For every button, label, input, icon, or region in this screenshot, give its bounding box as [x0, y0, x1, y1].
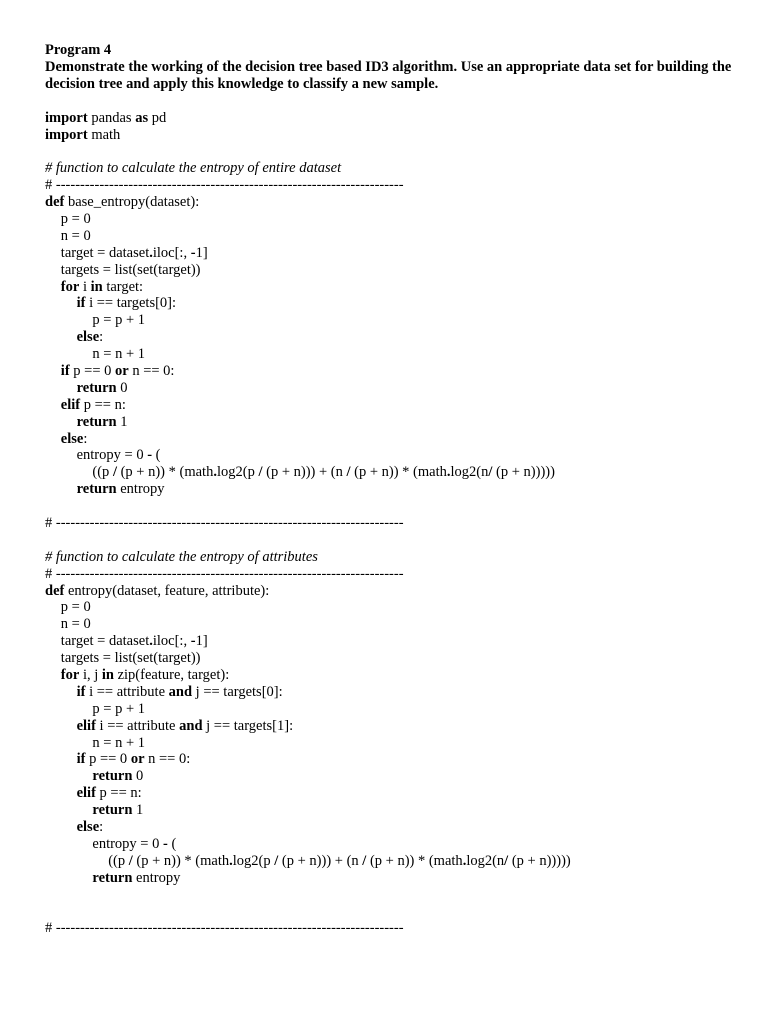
program-title: Program 4	[45, 42, 112, 58]
code-token: n = n + 1	[92, 734, 145, 751]
code-token: return	[76, 413, 117, 430]
code-token: or	[130, 751, 145, 768]
code-token: entropy	[132, 869, 181, 886]
code-token: n == 0:	[128, 362, 175, 379]
code-token: return	[76, 481, 117, 498]
code-line	[45, 431, 745, 448]
code-token: n = 0	[60, 227, 91, 244]
code-line	[45, 279, 745, 296]
code-token: -	[147, 447, 153, 464]
program-description: Demonstrate the working of the decision tree based ID3 algorithm. Use an appropriate data set for building the decision tree and apply this knowledge to classify a new sample.	[45, 58, 732, 92]
code-token: :	[99, 819, 104, 836]
code-token: iloc[:,	[152, 244, 191, 261]
code-token: p = 0	[60, 210, 91, 227]
code-line	[45, 447, 745, 464]
code-token: 1]	[195, 633, 208, 650]
code-token: (p + n)) * (math	[366, 852, 463, 869]
code-line	[45, 515, 745, 532]
code-token: return	[92, 869, 133, 886]
code-token: in	[90, 278, 103, 295]
code-token: n = 0	[60, 616, 91, 633]
code-token: i == targets[0]:	[85, 295, 177, 312]
code-token: (p + n)) * (math	[116, 464, 214, 481]
code-token: if	[76, 295, 86, 312]
code-token: log2(p	[232, 852, 275, 869]
code-token: and	[168, 683, 193, 700]
code-token: # ------------------------------------------------------------------------	[45, 514, 404, 531]
code-token: if	[76, 751, 86, 768]
code-line	[45, 481, 745, 498]
code-token: target = dataset	[60, 633, 150, 650]
code-token: /	[112, 464, 117, 481]
code-line	[45, 194, 745, 211]
code-token: pd	[148, 109, 167, 126]
code-token: /	[362, 852, 367, 869]
code-line	[45, 735, 745, 752]
blank-line	[45, 532, 745, 549]
code-line	[45, 785, 745, 802]
code-token: :	[83, 430, 88, 447]
code-token: 1	[132, 802, 144, 819]
code-token: (p + n)) * (math	[350, 464, 447, 481]
code-token: /	[346, 464, 351, 481]
code-token: 1	[116, 413, 128, 430]
code-token: 1]	[195, 244, 208, 261]
blank-line	[45, 903, 745, 920]
code-token: math	[87, 126, 121, 143]
code-token: :	[99, 329, 104, 346]
code-token: else	[60, 430, 84, 447]
code-token: entropy = 0	[76, 447, 148, 464]
code-token: p == 0	[69, 362, 116, 379]
code-token: # function to calculate the entropy of attributes	[45, 548, 318, 565]
code-token: and	[179, 717, 203, 734]
code-token: targets = list(set(target))	[60, 261, 201, 278]
code-line	[45, 549, 745, 566]
code-token: i	[79, 278, 91, 295]
code-line	[45, 312, 745, 329]
code-line	[45, 329, 745, 346]
code-token: i == attribute	[85, 683, 169, 700]
code-token: def	[45, 194, 65, 211]
code-token: for	[60, 278, 80, 295]
code-token: iloc[:,	[152, 633, 191, 650]
code-block	[45, 110, 745, 938]
code-token: (	[167, 835, 177, 852]
code-token: p = 0	[60, 599, 91, 616]
code-token: import	[45, 109, 88, 126]
code-line	[45, 464, 745, 481]
code-token: # function to calculate the entropy of entire dataset	[45, 160, 342, 177]
code-token: .	[213, 464, 217, 481]
code-token: /	[258, 464, 263, 481]
code-token: (p + n)))))	[492, 464, 555, 481]
code-line	[45, 228, 745, 245]
code-token: for	[60, 667, 80, 683]
code-line	[45, 633, 745, 650]
code-token: if	[60, 362, 70, 379]
code-line	[45, 718, 745, 735]
code-token: import	[45, 126, 88, 143]
code-token: # ------------------------------------------------------------------------	[45, 565, 404, 582]
code-line	[45, 701, 745, 718]
code-token: p == n:	[95, 785, 142, 802]
code-token: 0	[132, 768, 144, 785]
code-token: .	[149, 244, 153, 261]
code-token: -	[163, 835, 168, 852]
code-token: /	[128, 852, 133, 869]
code-line	[45, 836, 745, 853]
code-token: i == attribute	[95, 717, 180, 734]
code-token: (	[152, 447, 161, 464]
code-token: pandas	[87, 109, 136, 126]
blank-line	[45, 887, 745, 904]
code-token: -	[190, 244, 196, 261]
code-token: zip(feature, target):	[113, 667, 230, 683]
code-token: n == 0:	[144, 751, 191, 768]
code-token: ((p	[108, 852, 129, 869]
code-line	[45, 414, 745, 431]
code-token: i, j	[79, 667, 102, 683]
code-line	[45, 684, 745, 701]
code-token: entropy(dataset, feature, attribute):	[64, 582, 270, 599]
code-token: (p + n)))))	[508, 852, 571, 869]
code-line	[45, 819, 745, 836]
code-line	[45, 870, 745, 887]
code-token: p = p + 1	[92, 312, 145, 329]
code-token: (p + n))) + (n	[278, 852, 363, 869]
code-token: p = p + 1	[92, 700, 145, 717]
code-line	[45, 397, 745, 414]
code-line	[45, 346, 745, 363]
code-line	[45, 599, 745, 616]
code-token: in	[101, 667, 114, 683]
code-token: as	[135, 109, 149, 126]
code-line	[45, 363, 745, 380]
code-token: n = n + 1	[92, 346, 145, 363]
code-token: ((p	[92, 464, 113, 481]
code-token: entropy = 0	[92, 835, 163, 852]
code-line	[45, 920, 745, 937]
code-token: return	[92, 802, 133, 819]
code-token: .	[229, 852, 233, 869]
code-token: (p + n)) * (math	[132, 852, 230, 869]
code-line	[45, 667, 745, 684]
code-token: /	[274, 852, 279, 869]
code-line	[45, 211, 745, 228]
code-token: entropy	[116, 481, 165, 498]
code-token: def	[45, 582, 65, 599]
code-token: p == 0	[85, 751, 131, 768]
code-token: /	[488, 464, 493, 481]
blank-line	[45, 143, 745, 160]
code-token: log2(n	[450, 464, 489, 481]
code-line	[45, 566, 745, 583]
code-token: log2(n	[466, 852, 505, 869]
code-line	[45, 177, 745, 194]
code-token: elif	[76, 717, 96, 734]
code-token: return	[76, 379, 117, 396]
code-token: (p + n))) + (n	[262, 464, 347, 481]
code-line	[45, 262, 745, 279]
code-line	[45, 616, 745, 633]
code-token: target:	[102, 278, 144, 295]
document-page	[45, 42, 745, 937]
code-token: j == targets[1]:	[202, 717, 294, 734]
code-token: target = dataset	[60, 244, 150, 261]
code-token: else	[76, 819, 100, 836]
code-token: /	[504, 852, 509, 869]
code-token: # ------------------------------------------------------------------------	[45, 920, 404, 937]
spacer	[45, 93, 745, 110]
code-token: .	[446, 464, 451, 481]
code-line	[45, 650, 745, 667]
code-line	[45, 583, 745, 600]
code-line	[45, 768, 745, 785]
code-token: elif	[76, 785, 96, 802]
code-line	[45, 110, 745, 127]
code-token: j == targets[0]:	[192, 683, 283, 700]
code-token: else	[76, 329, 100, 346]
code-token: elif	[60, 396, 81, 413]
code-token: if	[76, 683, 86, 700]
code-token: .	[149, 633, 153, 650]
code-line	[45, 295, 745, 312]
code-line	[45, 751, 745, 768]
code-token: return	[92, 768, 133, 785]
code-line	[45, 245, 745, 262]
code-token: 0	[116, 379, 128, 396]
code-token: or	[115, 362, 129, 379]
code-token: log2(p	[216, 464, 259, 481]
code-token: base_entropy(dataset):	[64, 194, 200, 211]
blank-line	[45, 498, 745, 515]
code-token: .	[462, 852, 467, 869]
code-line	[45, 160, 745, 177]
code-line	[45, 853, 745, 870]
code-line	[45, 127, 745, 144]
code-token: # ------------------------------------------------------------------------	[45, 177, 404, 194]
code-token: p == n:	[80, 396, 126, 413]
code-line	[45, 802, 745, 819]
code-line	[45, 380, 745, 397]
code-token: targets = list(set(target))	[60, 650, 201, 667]
code-token: -	[190, 633, 196, 650]
